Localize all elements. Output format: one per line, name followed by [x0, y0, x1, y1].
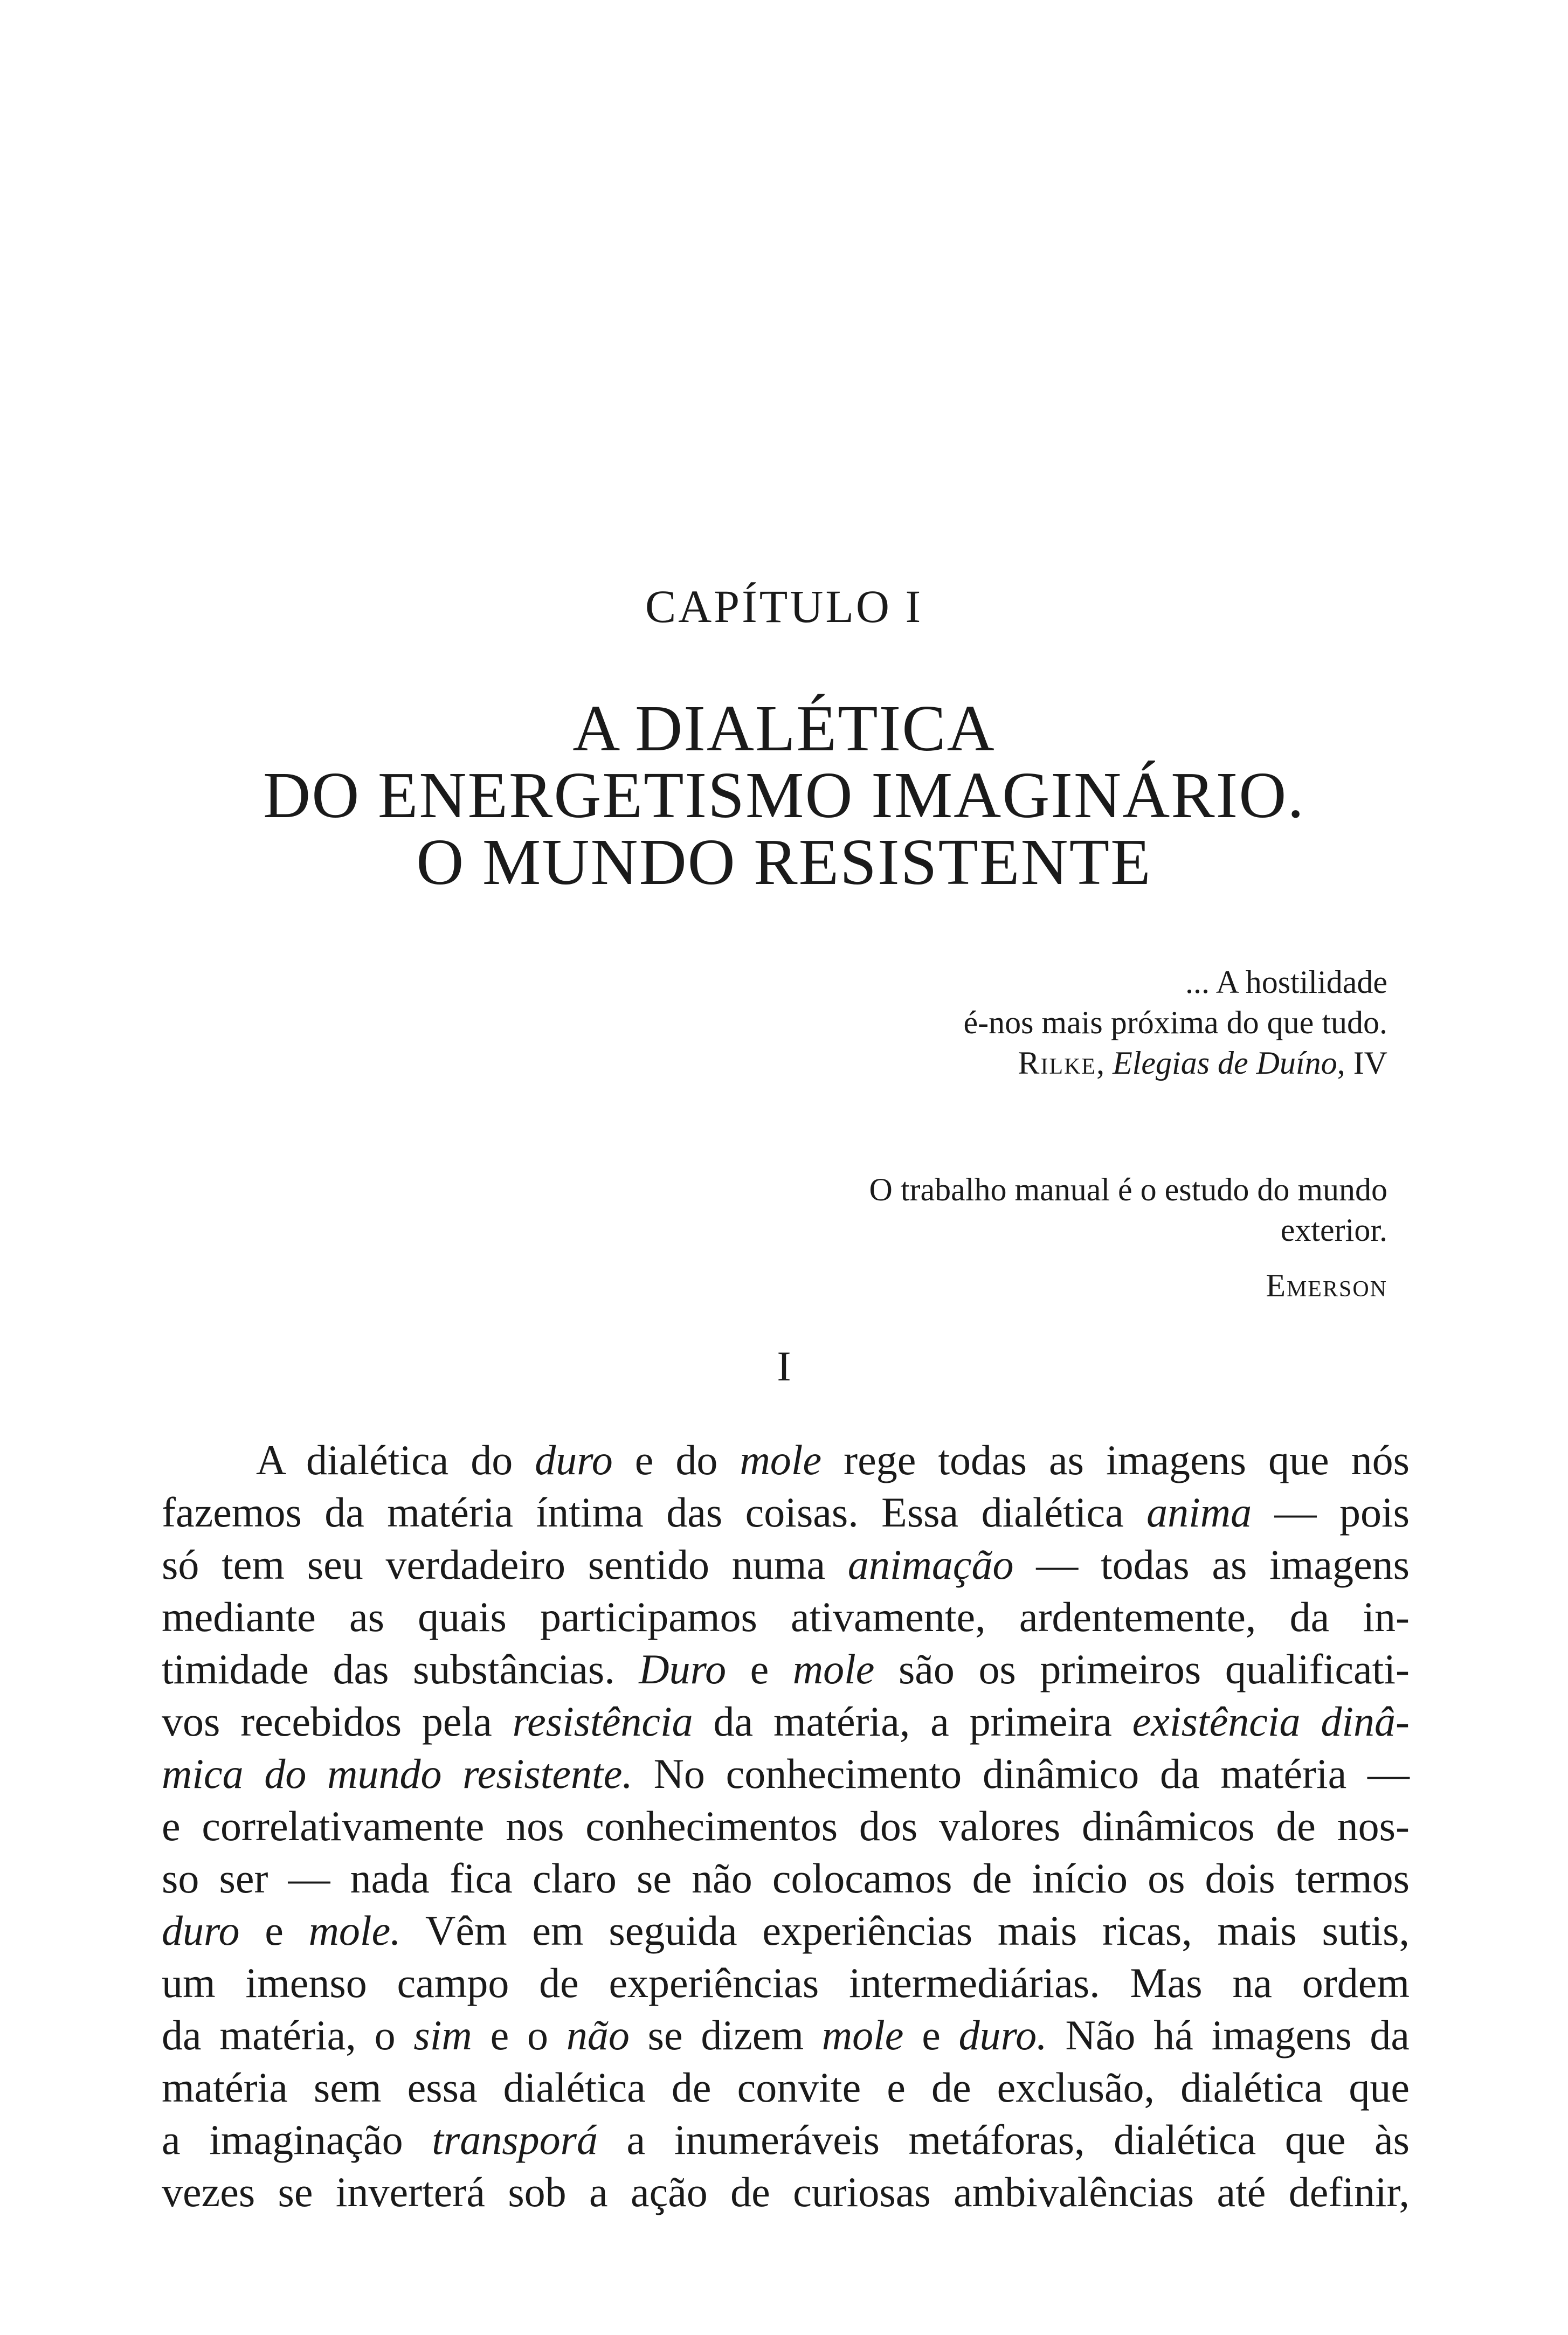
body-text-run: — pois [1252, 1489, 1410, 1536]
emphasis-text: duro [162, 1907, 240, 1954]
body-text-run: a imaginação [162, 2116, 432, 2163]
body-line [162, 1695, 1410, 1747]
body-text-run: e correlativamente nos conhecimentos dos valores dinâmicos de nos- [162, 1802, 1410, 1849]
body-text-run: A dialética do [256, 1436, 535, 1483]
body-text-run: e [903, 2012, 959, 2058]
body-line [162, 2113, 1410, 2166]
emphasis-text: transporá [432, 2116, 598, 2163]
section-number: I [777, 1343, 791, 1390]
body-line [162, 1591, 1410, 1643]
body-line [162, 1904, 1410, 1957]
epigraph-line: ... A hostilidade [1185, 964, 1387, 1000]
body-text-run: fazemos da matéria íntima das coisas. Essa dialética [162, 1489, 1147, 1536]
chapter-label: CAPÍTULO I [645, 581, 923, 632]
body-text-run: matéria sem essa dialética de convite e de exclusão, dialética que [162, 2064, 1410, 2111]
body-text-run: se dizem [629, 2012, 822, 2058]
emphasis-text: duro [535, 1436, 613, 1483]
emphasis-text: resistência [512, 1698, 693, 1745]
body-text-run: rege todas as imagens que nós [821, 1436, 1410, 1483]
body-text-run: timidade das substâncias. [162, 1646, 639, 1692]
chapter-title-line: A DIALÉTICA [572, 692, 996, 765]
body-text-run: vezes se inverterá sob a ação de curiosas ambivalências até definir, [162, 2168, 1410, 2215]
body-text-run: da matéria, a primeira [693, 1698, 1132, 1745]
body-text-run: um imenso campo de experiências intermediárias. Mas na ordem [162, 1959, 1410, 2006]
emphasis-text: existência dinâ- [1132, 1698, 1410, 1745]
epigraph-rilke [795, 962, 1387, 1083]
epigraph-attribution [795, 1043, 1387, 1083]
body-text-run: só tem seu verdadeiro sentido numa [162, 1541, 848, 1588]
body-line [162, 1434, 1410, 1486]
body-line [162, 1486, 1410, 1538]
epigraph-line: exterior. [1280, 1212, 1387, 1248]
emphasis-text: mole [792, 1646, 875, 1692]
emphasis-text: não [566, 2012, 630, 2058]
emphasis-text: Duro [639, 1646, 727, 1692]
body-text-run: da matéria, o [162, 2012, 414, 2058]
body-line [162, 1538, 1410, 1591]
epigraph-attribution [687, 1266, 1387, 1306]
epigraph-work: Elegias de Duíno [1113, 1045, 1337, 1081]
emphasis-text: duro. [958, 2012, 1047, 2058]
body-line [162, 1852, 1410, 1904]
emphasis-text: mole [740, 1436, 822, 1483]
epigraph-emerson [687, 1170, 1387, 1306]
body-text-run: No conhecimento dinâmico da matéria — [632, 1750, 1410, 1797]
epigraph-separator: , [1096, 1045, 1113, 1081]
body-line [162, 2009, 1410, 2061]
emphasis-text: sim [413, 2012, 472, 2058]
emphasis-text: mica do mundo resistente. [162, 1750, 633, 1797]
body-text-run: a inumeráveis metáforas, dialética que às [597, 2116, 1410, 2163]
chapter-title-line: DO ENERGETISMO IMAGINÁRIO. [263, 759, 1305, 832]
emphasis-text: mole. [308, 1907, 401, 1954]
body-line [162, 1747, 1410, 1800]
chapter-title-line: O MUNDO RESISTENTE [416, 826, 1152, 899]
body-line [162, 1800, 1410, 1852]
emphasis-text: anima [1146, 1489, 1252, 1536]
body-text-run: e [726, 1646, 793, 1692]
body-text-run: mediante as quais participamos ativamente, ardentemente, da in- [162, 1593, 1410, 1640]
epigraph-line: O trabalho manual é o estudo do mundo [869, 1172, 1387, 1207]
body-text-run: Não há imagens da [1047, 2012, 1410, 2058]
body-line [162, 1643, 1410, 1695]
chapter-title [0, 692, 1568, 899]
body-text-run: — todas as imagens [1013, 1541, 1410, 1588]
emphasis-text: mole [821, 2012, 904, 2058]
body-line [162, 2166, 1410, 2218]
body-text-run: e o [472, 2012, 567, 2058]
body-paragraph [162, 1434, 1410, 2218]
epigraph-work-suffix: , IV [1337, 1045, 1387, 1081]
body-text-run: so ser — nada fica claro se não colocamos de início os dois termos [162, 1855, 1410, 1902]
body-text-run: e do [612, 1436, 740, 1483]
body-text-run: Vêm em seguida experiências mais ricas, mais sutis, [400, 1907, 1410, 1954]
epigraph-line: é-nos mais próxima do que tudo. [963, 1005, 1387, 1040]
body-text-run: são os primeiros qualificati- [874, 1646, 1410, 1692]
body-text-run: e [239, 1907, 309, 1954]
body-text-run: vos recebidos pela [162, 1698, 513, 1745]
epigraph-author: Emerson [1266, 1268, 1387, 1303]
emphasis-text: animação [847, 1541, 1014, 1588]
body-line [162, 1957, 1410, 2009]
epigraph-author: Rilke [1018, 1045, 1097, 1081]
body-line [162, 2061, 1410, 2113]
